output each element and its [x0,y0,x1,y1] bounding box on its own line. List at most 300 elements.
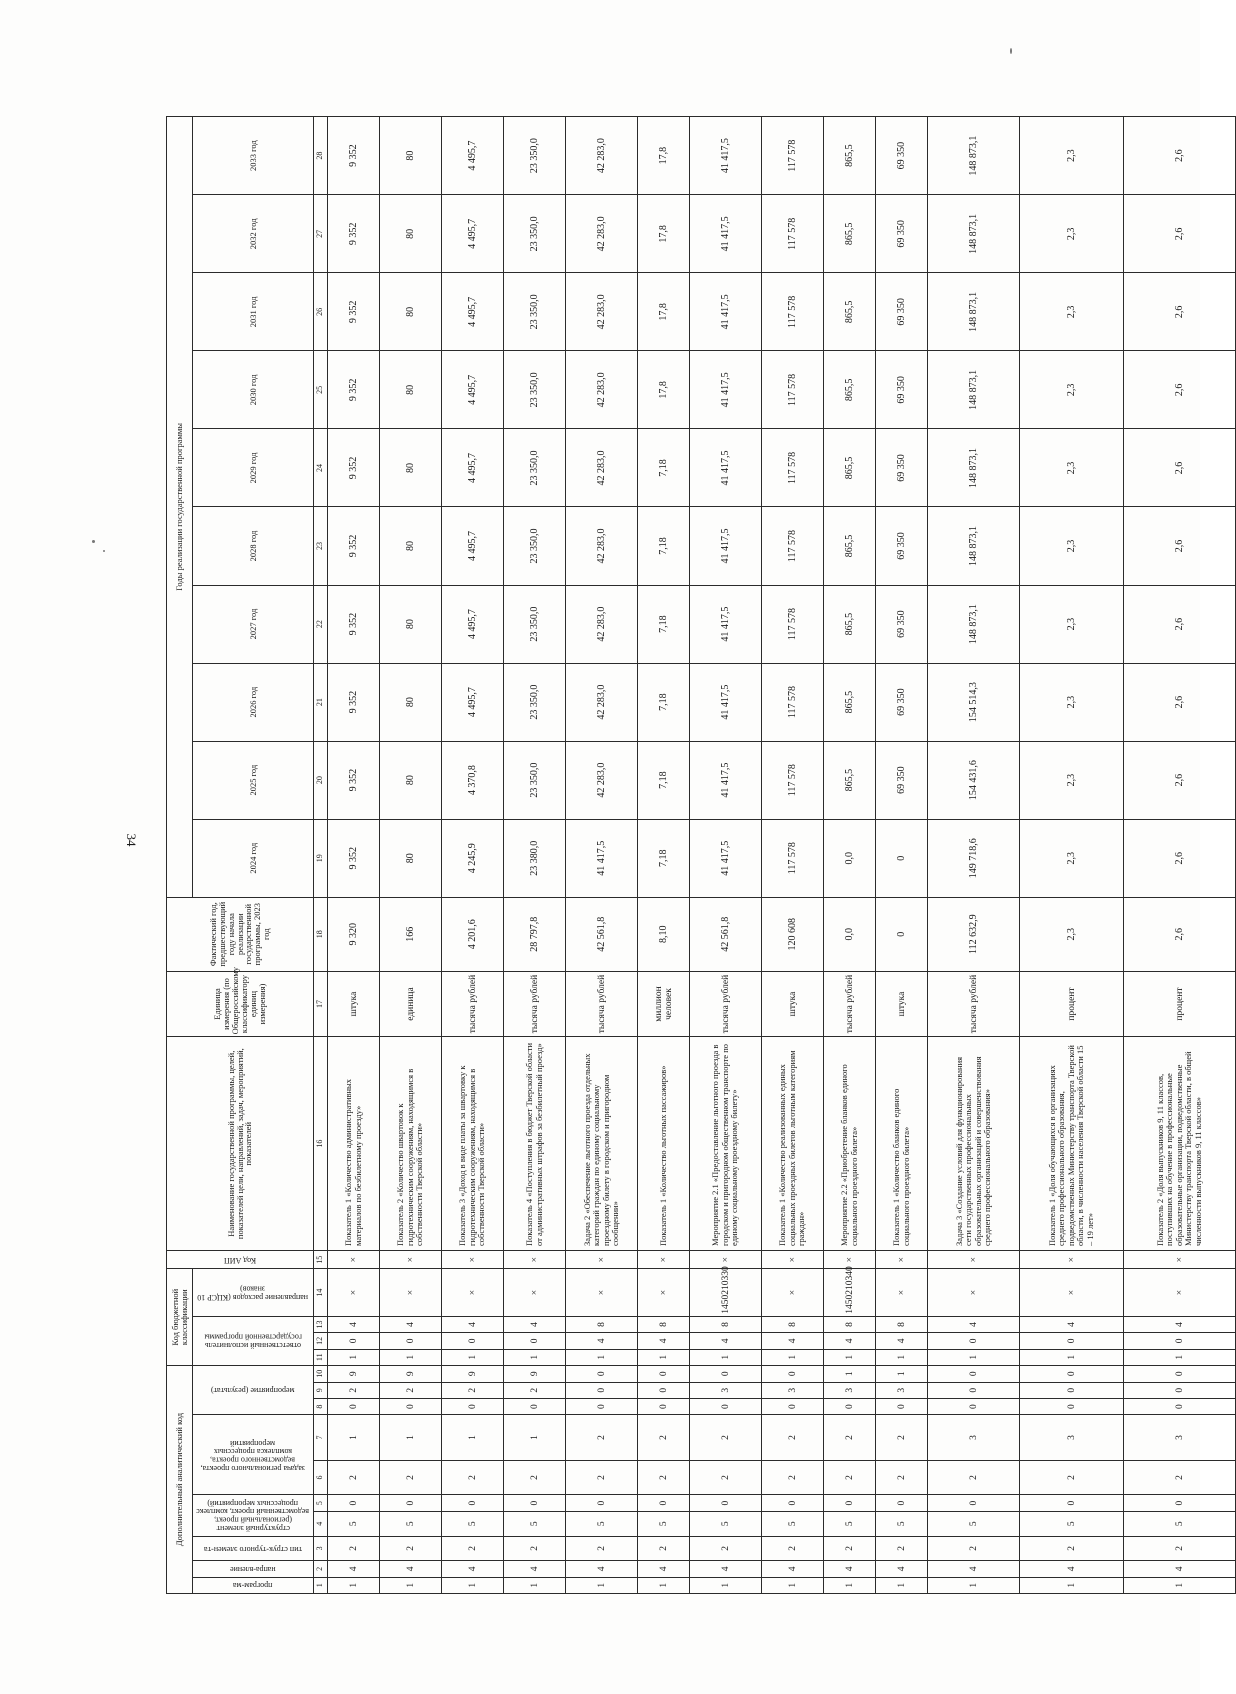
year-value-cell: 4 495,7 [442,585,504,663]
code-cell: 1 [442,1415,504,1460]
code-cell: 0 [1124,1495,1236,1511]
year-value-cell: 4 370,8 [442,741,504,819]
code-cell: 2 [762,1536,824,1561]
year-value-cell: 42 283,0 [566,351,638,429]
code-cell: 1 [1020,1577,1124,1593]
year-value-cell: 117 578 [762,585,824,663]
kcsr-cell: × [566,1269,638,1316]
code-cell: 5 [928,1511,1020,1536]
code-cell: 2 [566,1536,638,1561]
row-name-cell: Показатель 1 «Количество административных материалов по безбилетному проезду» [328,1037,380,1251]
code-cell: 0 [928,1333,1020,1349]
year-value-cell: 117 578 [762,195,824,273]
code-cell: 5 [876,1511,928,1536]
year-value-cell: 69 350 [876,195,928,273]
col-num: 9 [314,1382,328,1398]
col-num: 14 [314,1269,328,1316]
header-event: мероприятие (результат) [193,1365,314,1414]
code-cell: 2 [928,1536,1020,1561]
code-cell: 0 [638,1382,690,1398]
code-cell: 4 [1124,1316,1236,1332]
year-value-cell: 41 417,5 [690,351,762,429]
year-value-cell: 117 578 [762,741,824,819]
code-cell: 0 [824,1495,876,1511]
code-cell: 1 [690,1577,762,1593]
code-cell: 1 [762,1349,824,1365]
col-num: 11 [314,1349,328,1365]
code-cell: 2 [328,1460,380,1495]
col-num: 17 [314,971,328,1037]
code-cell: 0 [928,1495,1020,1511]
code-cell: 1 [876,1577,928,1593]
code-cell: 3 [1124,1415,1236,1460]
row-name-cell: Показатель 1 «Количество льготных пассажиров» [638,1037,690,1251]
column-number-row [314,117,328,1594]
unit-cell: тысяча рублей [566,971,638,1037]
year-value-cell: 17,8 [638,117,690,195]
code-cell: 2 [566,1460,638,1495]
code-cell: 2 [504,1382,566,1398]
kcsr-cell: × [876,1269,928,1316]
program-indicators-table [166,116,1236,1594]
code-cell: 0 [762,1398,824,1414]
year-value-cell: 80 [380,663,442,741]
code-cell: 4 [690,1561,762,1577]
code-cell: 2 [504,1536,566,1561]
unit-cell: тысяча рублей [824,971,876,1037]
row-name-cell: Показатель 2 «Количество швартовок к гидротехническим сооружениям, находящимся в собственности Тверской области» [380,1037,442,1251]
code-cell: 3 [928,1415,1020,1460]
year-value-cell: 2,6 [1124,507,1236,585]
fact-value-cell: 2,3 [1020,897,1124,971]
year-value-cell: 865,5 [824,351,876,429]
header-year: 2026 год [193,663,314,741]
aip-cell: × [566,1250,638,1268]
year-value-cell: 17,8 [638,273,690,351]
header-year: 2031 год [193,273,314,351]
code-cell: 0 [380,1333,442,1349]
year-value-cell: 117 578 [762,507,824,585]
year-value-cell: 80 [380,429,442,507]
unit-cell: штука [328,971,380,1037]
code-cell: 0 [566,1382,638,1398]
year-value-cell: 42 283,0 [566,117,638,195]
aip-cell: × [442,1250,504,1268]
col-num: 22 [314,585,328,663]
kcsr-cell: × [328,1269,380,1316]
table-row [504,117,566,1594]
year-value-cell: 69 350 [876,585,928,663]
code-cell: 2 [638,1460,690,1495]
year-value-cell: 7,18 [638,741,690,819]
aip-cell: × [380,1250,442,1268]
aip-cell: × [824,1250,876,1268]
fact-value-cell: 112 632,9 [928,897,1020,971]
year-value-cell: 17,8 [638,351,690,429]
year-value-cell: 865,5 [824,429,876,507]
code-cell: 4 [566,1561,638,1577]
unit-cell: процент [1124,971,1236,1037]
aip-cell: × [690,1250,762,1268]
year-value-cell: 80 [380,585,442,663]
fact-value-cell: 4 201,6 [442,897,504,971]
year-value-cell: 117 578 [762,819,824,897]
year-value-cell: 148 873,1 [928,429,1020,507]
code-cell: 5 [1124,1511,1236,1536]
code-cell: 0 [442,1398,504,1414]
code-cell: 4 [638,1333,690,1349]
code-cell: 1 [442,1577,504,1593]
fact-value-cell: 8,10 [638,897,690,971]
code-cell: 2 [442,1460,504,1495]
year-value-cell: 41 417,5 [690,741,762,819]
scan-speck [92,540,95,543]
code-cell: 1 [928,1349,1020,1365]
year-value-cell: 148 873,1 [928,117,1020,195]
code-cell: 0 [442,1333,504,1349]
code-cell: 2 [824,1460,876,1495]
aip-cell: × [638,1250,690,1268]
year-value-cell: 148 873,1 [928,585,1020,663]
aip-cell: × [1020,1250,1124,1268]
code-cell: 4 [876,1333,928,1349]
aip-cell: × [876,1250,928,1268]
header-year: 2032 год [193,195,314,273]
year-value-cell: 23 350,0 [504,273,566,351]
col-num: 21 [314,663,328,741]
year-value-cell: 7,18 [638,429,690,507]
kcsr-cell: × [1020,1269,1124,1316]
year-value-cell: 69 350 [876,507,928,585]
code-cell: 4 [928,1561,1020,1577]
year-value-cell: 117 578 [762,351,824,429]
col-num: 20 [314,741,328,819]
code-cell: 4 [876,1561,928,1577]
year-value-cell: 9 352 [328,117,380,195]
code-cell: 3 [876,1382,928,1398]
col-num: 13 [314,1316,328,1332]
year-value-cell: 865,5 [824,273,876,351]
code-cell: 2 [566,1415,638,1460]
code-cell: 1 [1124,1349,1236,1365]
code-cell: 4 [824,1561,876,1577]
header-executor: ответственный исполнитель государственной программы [193,1316,314,1365]
code-cell: 0 [380,1495,442,1511]
year-value-cell: 2,6 [1124,429,1236,507]
code-cell: 1 [638,1349,690,1365]
row-name-cell: Мероприятие 2.1 «Предоставление льготного проезда в городском и пригородном общественном транспорте по единому социальному проездному билету» [690,1037,762,1251]
kcsr-cell: × [504,1269,566,1316]
year-value-cell: 0,0 [824,819,876,897]
unit-cell: штука [762,971,824,1037]
code-cell: 1 [824,1349,876,1365]
code-cell: 5 [1020,1511,1124,1536]
code-cell: 2 [876,1460,928,1495]
code-cell: 9 [504,1365,566,1382]
year-value-cell: 2,6 [1124,585,1236,663]
year-value-cell: 7,18 [638,507,690,585]
code-cell: 2 [638,1415,690,1460]
year-value-cell: 149 718,6 [928,819,1020,897]
year-value-cell: 2,3 [1020,195,1124,273]
code-cell: 2 [380,1460,442,1495]
code-cell: 0 [328,1495,380,1511]
year-value-cell: 865,5 [824,117,876,195]
header-year: 2030 год [193,351,314,429]
code-cell: 1 [328,1415,380,1460]
code-cell: 2 [1124,1460,1236,1495]
code-cell: 1 [380,1577,442,1593]
code-cell: 9 [328,1365,380,1382]
kcsr-cell: × [638,1269,690,1316]
table-row [824,117,876,1594]
code-cell: 5 [504,1511,566,1536]
code-cell: 1 [1124,1577,1236,1593]
kcsr-cell: × [762,1269,824,1316]
year-value-cell: 80 [380,819,442,897]
year-value-cell: 69 350 [876,351,928,429]
code-cell: 5 [762,1511,824,1536]
col-num: 4 [314,1511,328,1536]
code-cell: 1 [690,1349,762,1365]
year-value-cell: 0 [876,819,928,897]
unit-cell: тысяча рублей [928,971,1020,1037]
year-value-cell: 2,6 [1124,741,1236,819]
code-cell: 1 [876,1365,928,1382]
col-num: 24 [314,429,328,507]
year-value-cell: 69 350 [876,429,928,507]
scan-speck [1010,48,1012,54]
code-cell: 2 [824,1536,876,1561]
table-row [690,117,762,1594]
code-cell: 5 [690,1511,762,1536]
code-cell: 1 [442,1349,504,1365]
code-cell: 0 [928,1382,1020,1398]
header-year: 2024 год [193,819,314,897]
year-value-cell: 865,5 [824,741,876,819]
code-cell: 5 [638,1511,690,1536]
table-row [928,117,1020,1594]
code-cell: 1 [1020,1349,1124,1365]
code-cell: 3 [824,1382,876,1398]
year-value-cell: 865,5 [824,195,876,273]
code-cell: 2 [762,1415,824,1460]
code-cell: 9 [380,1365,442,1382]
page-number: 34 [124,833,139,847]
code-cell: 0 [328,1333,380,1349]
code-cell: 4 [1020,1561,1124,1577]
year-value-cell: 865,5 [824,507,876,585]
code-cell: 5 [380,1511,442,1536]
code-cell: 2 [1124,1536,1236,1561]
year-value-cell: 41 417,5 [566,819,638,897]
table-row [762,117,824,1594]
year-value-cell: 69 350 [876,273,928,351]
year-value-cell: 148 873,1 [928,273,1020,351]
kcsr-cell: 1450210330 [690,1269,762,1316]
year-value-cell: 2,3 [1020,429,1124,507]
year-value-cell: 148 873,1 [928,351,1020,429]
fact-value-cell: 166 [380,897,442,971]
fact-value-cell: 42 561,8 [690,897,762,971]
header-name: Наименование государственной программы, целей, показателей цели, направлений, задач, мероприятий, показателей [167,1037,314,1251]
code-cell: 0 [1124,1382,1236,1398]
year-value-cell: 117 578 [762,117,824,195]
header-program: програм-ма [193,1577,314,1593]
code-cell: 5 [442,1511,504,1536]
code-cell: 0 [928,1398,1020,1414]
table-body [328,117,1236,1594]
year-value-cell: 23 350,0 [504,663,566,741]
table-row [566,117,638,1594]
row-name-cell: Показатель 1 «Количество бланков единого социального проездного билета» [876,1037,928,1251]
header-additional-code: Дополнительный аналитический код [167,1365,193,1593]
unit-cell: тысяча рублей [504,971,566,1037]
rotated-table-wrapper [166,116,1203,1594]
code-cell: 3 [762,1382,824,1398]
header-expense-dir: направление расходов (КЦСР 10 знаков) [193,1269,314,1316]
code-cell: 0 [824,1398,876,1414]
year-value-cell: 41 417,5 [690,819,762,897]
table-row [1124,117,1236,1594]
year-value-cell: 23 350,0 [504,429,566,507]
year-value-cell: 9 352 [328,273,380,351]
code-cell: 0 [928,1365,1020,1382]
code-cell: 5 [328,1511,380,1536]
year-value-cell: 2,6 [1124,351,1236,429]
code-cell: 0 [328,1398,380,1414]
year-value-cell: 80 [380,507,442,585]
code-cell: 4 [442,1561,504,1577]
unit-cell: тысяча рублей [690,971,762,1037]
aip-cell: × [1124,1250,1236,1268]
code-cell: 1 [638,1577,690,1593]
col-num: 5 [314,1495,328,1511]
year-value-cell: 42 283,0 [566,741,638,819]
kcsr-cell: × [380,1269,442,1316]
code-cell: 4 [690,1333,762,1349]
year-value-cell: 2,3 [1020,273,1124,351]
code-cell: 2 [442,1382,504,1398]
code-cell: 0 [1020,1398,1124,1414]
code-cell: 2 [1020,1536,1124,1561]
table-row [328,117,380,1594]
year-value-cell: 2,3 [1020,819,1124,897]
code-cell: 4 [824,1333,876,1349]
code-cell: 2 [876,1536,928,1561]
fact-value-cell: 2,6 [1124,897,1236,971]
aip-cell: × [328,1250,380,1268]
kcsr-cell: × [442,1269,504,1316]
col-num: 12 [314,1333,328,1349]
code-cell: 5 [566,1511,638,1536]
row-name-cell: Показатель 3 «Доход в виде платы за швартовку к гидротехническим сооружениям, находящимся в собственности Тверской области» [442,1037,504,1251]
year-value-cell: 23 380,0 [504,819,566,897]
code-cell: 0 [504,1495,566,1511]
code-cell: 1 [504,1415,566,1460]
aip-cell: × [504,1250,566,1268]
col-num: 10 [314,1365,328,1382]
col-num: 18 [314,897,328,971]
code-cell: 2 [876,1415,928,1460]
year-value-cell: 9 352 [328,507,380,585]
code-cell: 4 [380,1561,442,1577]
header-years-group: Годы реализации государственной программы [167,117,193,898]
code-cell: 1 [876,1349,928,1365]
year-value-cell: 865,5 [824,663,876,741]
code-cell: 4 [638,1561,690,1577]
code-cell: 4 [504,1316,566,1332]
year-value-cell: 2,6 [1124,273,1236,351]
header-struct-elem: структурный элемент (региональный проект, ведомственный проект, комплекс процессных мероприятий) [193,1495,314,1536]
year-value-cell: 4 495,7 [442,429,504,507]
year-value-cell: 9 352 [328,585,380,663]
year-value-cell: 2,3 [1020,507,1124,585]
aip-cell: × [762,1250,824,1268]
year-value-cell: 23 350,0 [504,585,566,663]
code-cell: 8 [566,1316,638,1332]
year-value-cell: 4 495,7 [442,273,504,351]
year-value-cell: 9 352 [328,351,380,429]
code-cell: 8 [638,1316,690,1332]
unit-cell: миллион человек [638,971,690,1037]
code-cell: 0 [690,1365,762,1382]
code-cell: 4 [928,1316,1020,1332]
year-value-cell: 17,8 [638,195,690,273]
row-name-cell: Показатель 4 «Поступления в бюджет Тверской области от административных штрафов за безбилетный проезд» [504,1037,566,1251]
col-num: 2 [314,1561,328,1577]
code-cell: 2 [690,1536,762,1561]
code-cell: 1 [504,1349,566,1365]
year-value-cell: 41 417,5 [690,195,762,273]
year-value-cell: 41 417,5 [690,663,762,741]
code-cell: 8 [824,1316,876,1332]
year-value-cell: 23 350,0 [504,117,566,195]
year-value-cell: 41 417,5 [690,429,762,507]
year-value-cell: 154 431,6 [928,741,1020,819]
year-value-cell: 9 352 [328,663,380,741]
col-num: 28 [314,117,328,195]
table-row [442,117,504,1594]
fact-value-cell: 42 561,8 [566,897,638,971]
year-value-cell: 2,3 [1020,117,1124,195]
code-cell: 2 [328,1382,380,1398]
code-cell: 0 [1020,1333,1124,1349]
header-unit: Единица измерения (по Общероссийскому классификатору единиц измерения) [167,971,314,1037]
year-value-cell: 42 283,0 [566,507,638,585]
code-cell: 4 [442,1316,504,1332]
table-row [638,117,690,1594]
header-year: 2029 год [193,429,314,507]
code-cell: 0 [566,1398,638,1414]
year-value-cell: 41 417,5 [690,585,762,663]
code-cell: 4 [762,1333,824,1349]
year-value-cell: 4 495,7 [442,117,504,195]
year-value-cell: 2,3 [1020,663,1124,741]
year-value-cell: 117 578 [762,429,824,507]
year-value-cell: 7,18 [638,585,690,663]
year-value-cell: 9 352 [328,741,380,819]
col-num: 19 [314,819,328,897]
code-cell: 0 [1020,1365,1124,1382]
header-struct-type: тип струк-турного элемен-та [193,1536,314,1561]
col-num: 6 [314,1460,328,1495]
year-value-cell: 4 495,7 [442,351,504,429]
code-cell: 0 [762,1495,824,1511]
code-cell: 1 [762,1577,824,1593]
year-value-cell: 9 352 [328,195,380,273]
code-cell: 4 [1124,1561,1236,1577]
